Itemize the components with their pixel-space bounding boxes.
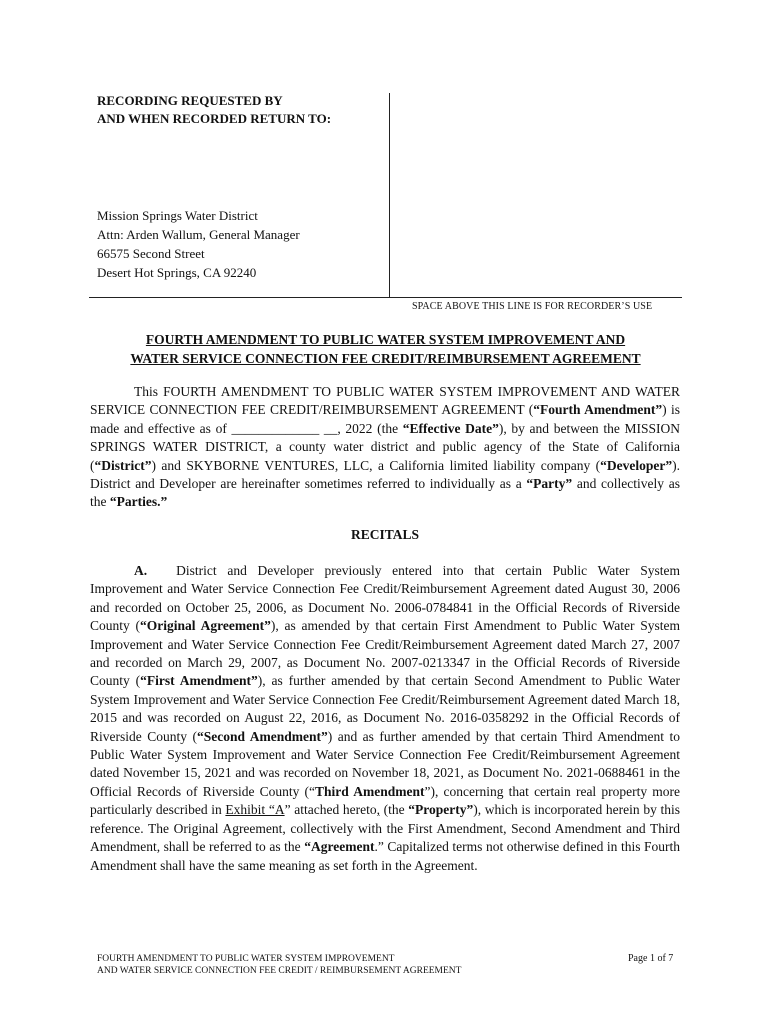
- address-city: Desert Hot Springs, CA 92240: [97, 265, 257, 280]
- intro-text-4: ) and SKYBORNE VENTURES, LLC, a California limited liability company (: [151, 457, 601, 473]
- title-line-2: WATER SERVICE CONNECTION FEE CREDIT/REIMBURSEMENT AGREEMENT: [130, 351, 641, 366]
- parties-term: “Parties.”: [109, 494, 168, 510]
- original-agreement-term: “Original Agreement”: [140, 618, 271, 634]
- recording-requested-block: [97, 92, 331, 128]
- effective-date-term: “Effective Date”: [402, 420, 499, 436]
- party-term: “Party”: [526, 476, 573, 492]
- footer-line-1: FOURTH AMENDMENT TO PUBLIC WATER SYSTEM IMPROVEMENT: [97, 954, 395, 964]
- recording-requested-line: RECORDING REQUESTED BY: [97, 93, 283, 108]
- recital-a-text-2: ), as amended by that certain First Amendment to Public Water System Improvement and Water Service Connection Fee Credit/Reimbursement Agreement dated March 27, 2007 and recorded on March 29, 2007, as Document No. 2007-0213347 in the Official Records of Riverside County (: [90, 618, 680, 689]
- address-name: Mission Springs Water District: [97, 208, 258, 223]
- recitals-heading: RECITALS: [350, 527, 420, 542]
- second-amendment-term: “Second Amendment”: [196, 728, 328, 744]
- underlined-comma: ,: [376, 802, 380, 818]
- address-attn: Attn: Arden Wallum, General Manager: [97, 227, 300, 242]
- recital-a-text-8: ), which is incorporated herein by this reference. The Original Agreement, collectively with the First Amendment, Second Amendment and Third Amendment, shall be referred to as the: [90, 802, 680, 855]
- recorded-return-line: AND WHEN RECORDED RETURN TO:: [97, 111, 332, 126]
- recital-a-text: [90, 562, 680, 875]
- return-address-block: [97, 206, 300, 282]
- recorder-box-vertical-divider: [389, 93, 390, 297]
- recital-a-text-3: ), as further amended by that certain Second Amendment to Public Water System Improvement and Water Service Connection Fee Credit/Reimbursement Agreement dated March 18, 2015 and was recorded on August 22, 2016, as Document No. 2016-0358292 in the Official Records of Riverside County (: [90, 673, 680, 744]
- recital-a-paragraph: [90, 562, 680, 875]
- recital-a-label: A.: [134, 563, 148, 578]
- exhibit-a-reference: Exhibit “A: [225, 802, 285, 818]
- intro-text-5: ). District and Developer are hereinafter sometimes referred to individually as a: [90, 457, 680, 492]
- footer-document-title: [97, 953, 461, 977]
- intro-text-6: and collectively as the: [90, 476, 680, 510]
- address-street: 66575 Second Street: [97, 246, 205, 261]
- intro-text-2: ) is made and effective as of _____________ __, 2022 (the: [90, 402, 681, 436]
- recital-a-text-9: .” Capitalized terms not otherwise defined in this Fourth Amendment shall have the same meaning as set forth in the Agreement.: [90, 839, 681, 873]
- intro-text: [90, 383, 680, 512]
- intro-text-1: This FOURTH AMENDMENT TO PUBLIC WATER SYSTEM IMPROVEMENT AND WATER SERVICE CONNECTION FEE CREDIT/REIMBURSEMENT AGREEMENT (: [90, 384, 680, 418]
- recital-a-text-4: ) and as further amended by that certain Third Amendment to Public Water System Improvement and Water Service Connection Fee Credit/Reimbursement Agreement dated November 15, 2021 and was recorded on November 18, 2021, as Document No. 2021-0688461 in the Official Records of Riverside County (“: [90, 728, 680, 799]
- third-amendment-term: Third Amendment: [315, 783, 425, 799]
- title-line-1: FOURTH AMENDMENT TO PUBLIC WATER SYSTEM IMPROVEMENT AND: [145, 332, 626, 347]
- intro-paragraph: [90, 383, 680, 512]
- recital-a-text-1: District and Developer previously entered into that certain Public Water System Improvement and Water Service Connection Fee Credit/Reimbursement Agreement dated August 30, 2006 and recorded on October 25, 2006, as Document No. 2006-0784841 in the Official Records of Riverside County (: [90, 563, 680, 634]
- developer-term: “Developer”: [600, 457, 673, 473]
- recital-a-text-7: (the: [379, 802, 409, 818]
- property-term: “Property”: [408, 802, 474, 818]
- first-amendment-term: “First Amendment”: [140, 673, 258, 689]
- fourth-amendment-term: “Fourth Amendment”: [533, 402, 663, 418]
- footer-line-2: AND WATER SERVICE CONNECTION FEE CREDIT / REIMBURSEMENT AGREEMENT: [97, 966, 462, 976]
- recorder-box-horizontal-divider: [89, 297, 682, 298]
- document-title: [88, 330, 683, 368]
- page-number: Page 1 of 7: [628, 953, 674, 964]
- district-term: “District”: [94, 457, 152, 473]
- recital-a-text-6: ” attached hereto: [284, 802, 377, 818]
- recital-a-text-5: ”), concerning that certain real property more particularly described in: [90, 783, 680, 818]
- recorders-use-note: SPACE ABOVE THIS LINE IS FOR RECORDER’S USE: [412, 301, 653, 312]
- intro-text-3: ), by and between the MISSION SPRINGS WATER DISTRICT, a county water district and public agency of the State of California (: [90, 420, 680, 473]
- agreement-term: “Agreement: [304, 839, 375, 855]
